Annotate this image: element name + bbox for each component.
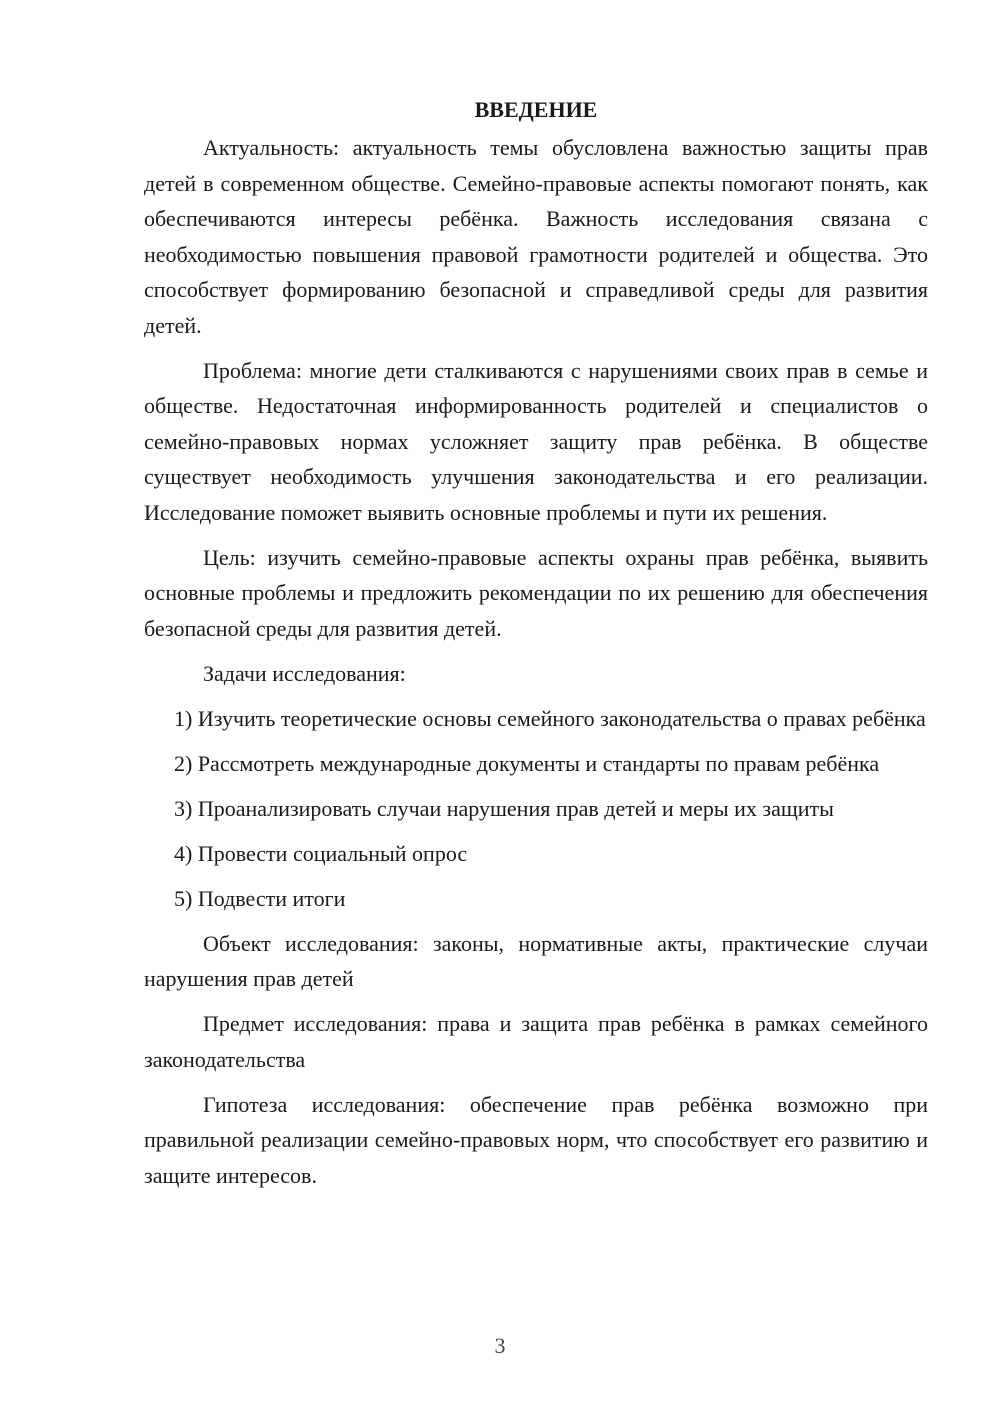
- paragraph-object: Объект исследования: законы, нормативные акты, практические случаи нарушения прав детей: [144, 930, 928, 991]
- paragraph-hypothesis: Гипотеза исследования: обеспечение прав ребёнка возможно при правильной реализации семейно-правовых норм, что способствует его развитию и защите интересов.: [144, 1091, 928, 1188]
- paragraph-relevance: Актуальность: актуальность темы обусловлена важностью защиты прав детей в современном обществе. Семейно-правовые аспекты помогают понять, как обеспечиваются интересы ребёнка. Важность исследования связана с необходимостью повышения правовой грамотности родителей и общества. Это способствует формированию безопасной и справедливой среды для развития детей.: [144, 135, 928, 338]
- document-page: [144, 94, 928, 1203]
- task-item-2: 2) Рассмотреть международные документы и стандарты по правам ребёнка: [174, 750, 880, 776]
- paragraph-tasks-heading: Задачи исследования:: [203, 660, 406, 686]
- task-item-3: 3) Проанализировать случаи нарушения прав детей и меры их защиты: [174, 795, 834, 821]
- task-item-1: 1) Изучить теоретические основы семейного законодательства о правах ребёнка: [174, 705, 926, 731]
- paragraph-goal: Цель: изучить семейно-правовые аспекты охраны прав ребёнка, выявить основные проблемы и предложить рекомендации по их решению для обеспечения безопасной среды для развития детей.: [144, 544, 928, 641]
- paragraph-subject: Предмет исследования: права и защита прав ребёнка в рамках семейного законодательства: [144, 1011, 928, 1072]
- paragraph-problem: Проблема: многие дети сталкиваются с нарушениями своих прав в семье и обществе. Недостаточная информированность родителей и специалистов о семейно-правовых нормах усложняет защиту прав ребёнка. В обществе существует необходимость улучшения законодательства и его реализации. Исследование поможет выявить основные проблемы и пути их решения.: [144, 357, 928, 525]
- task-item-5: 5) Подвести итоги: [174, 885, 346, 911]
- page-number: 3: [494, 1333, 506, 1358]
- task-item-4: 4) Провести социальный опрос: [174, 840, 468, 866]
- document-title: ВВЕДЕНИЕ: [474, 97, 598, 122]
